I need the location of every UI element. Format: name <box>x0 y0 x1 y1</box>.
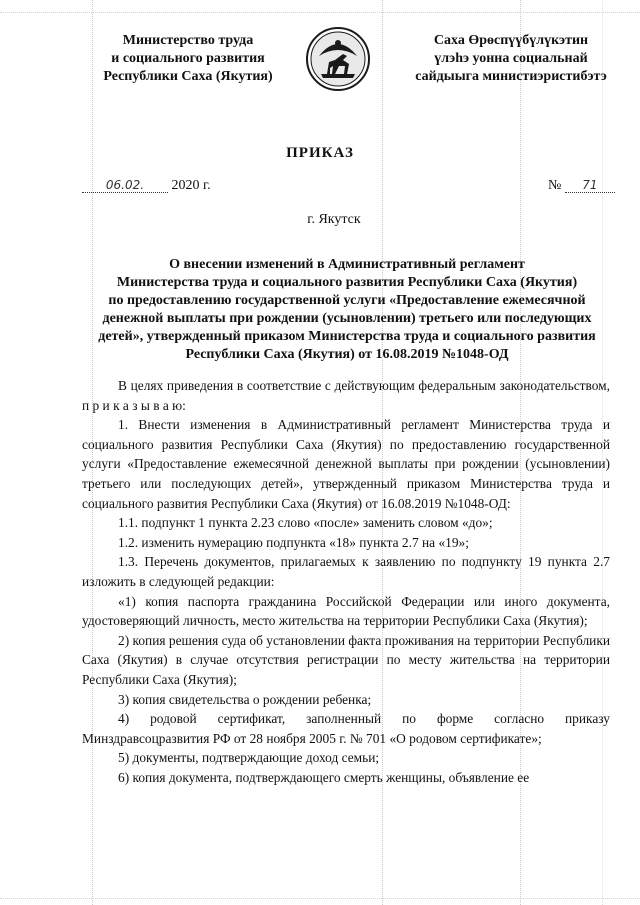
document-date <box>82 178 211 194</box>
document-city: г. Якутск <box>307 212 361 227</box>
paragraph-item-1-2: 1.2. изменить нумерацию подпункта «18» пункта 2.7 на «19»; <box>118 534 469 550</box>
handwritten-date: 06.02. <box>82 178 168 193</box>
ministry-name-russian: Министерство труда и социального развития Республики Саха (Якутия) <box>103 33 273 84</box>
list-item-doc-1: «1) копия паспорта гражданина Российской Федерации или иного документа, удостоверяющий личность, место жительства на территории Республики Саха (Якутия); <box>82 593 610 629</box>
number-prefix: № <box>548 178 562 193</box>
ministry-name-yakut: Саха Өрөспүүбүлүкэтин үлэһэ уонна социальнай сайдыыга министиэристибэтэ <box>415 33 607 84</box>
sakha-coat-of-arms-icon <box>305 26 371 92</box>
paragraph-item-1: 1. Внести изменения в Административный регламент Министерства труда и социального развития Республики Саха (Якутия) по предоставлению государственной услуги «Предоставление ежемесячной денежной выплаты при рождении (усыновлении) третьего или последующих детей», утвержденный приказом Министерства труда и социального развития Республики Саха (Якутия) от 16.08.2019 №1048-ОД: <box>82 417 610 511</box>
list-item-doc-6: 6) копия документа, подтверждающего смерть женщины, объявление ее <box>118 769 530 785</box>
list-item-doc-4: 4) родовой сертификат, заполненный по форме согласно приказу Минздравсоцразвития РФ от 28 ноября 2005 г. № 701 «О родовом сертификате»; <box>82 711 610 746</box>
paragraph-preamble: В целях приведения в соответствие с действующим федеральным законодательством, п р и к а з ы в а ю: <box>82 378 610 413</box>
date-year: 2020 г. <box>171 178 211 193</box>
document-title: ПРИКАЗ <box>286 145 354 161</box>
scan-edge-line <box>0 898 640 899</box>
list-item-doc-3: 3) копия свидетельства о рождении ребенка; <box>118 691 372 707</box>
list-item-doc-2: 2) копия решения суда об установлении факта проживания на территории Республики Саха (Якутия) в случае отсутствия регистрации по месту жительства на территории Республики Саха (Якутия); <box>82 632 610 687</box>
document-subject: О внесении изменений в Административный регламент Министерства труда и социального развития Республики Саха (Якутия) по предоставлению государственной услуги «Предоставление ежемесячной денежной выплаты при рождении (усыновлении) третьего или последующих детей», утвержденный приказом Министерства труда и социального развития Республики Саха (Якутия) от 16.08.2019 №1048-ОД <box>98 257 596 362</box>
handwritten-number: 71 <box>565 178 615 193</box>
scan-edge-line <box>0 12 640 13</box>
list-item-doc-5: 5) документы, подтверждающие доход семьи; <box>118 750 380 766</box>
paragraph-item-1-1: 1.1. подпункт 1 пункта 2.23 слово «после» заменить словом «до»; <box>118 515 493 531</box>
document-number <box>548 178 615 194</box>
document-body <box>82 376 610 787</box>
paragraph-item-1-3: 1.3. Перечень документов, прилагаемых к заявлению по подпункту 19 пункта 2.7 изложить в следующей редакции: <box>82 554 610 589</box>
